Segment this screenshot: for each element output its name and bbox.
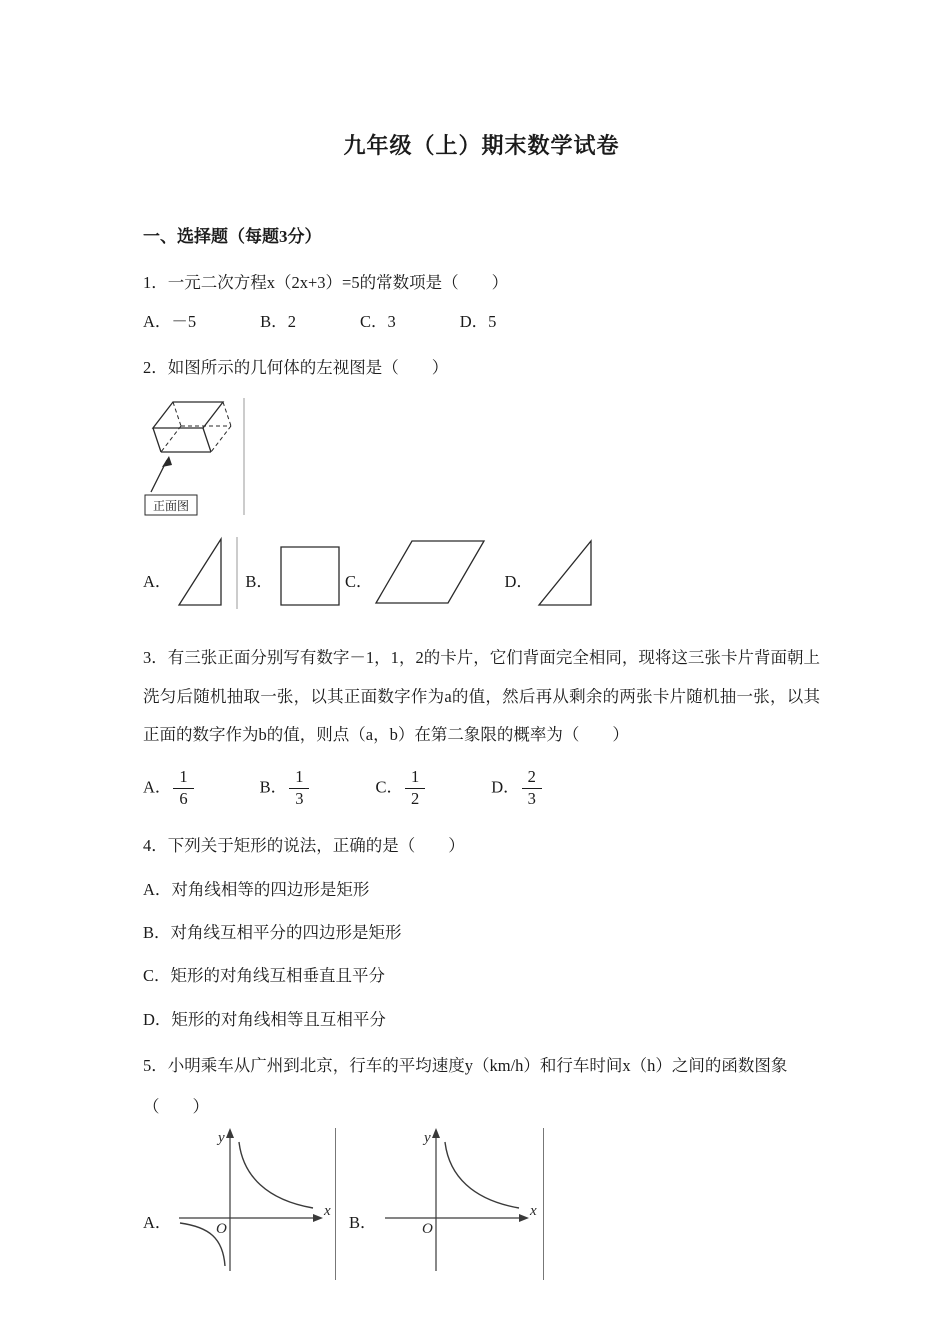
question-5-figure bbox=[143, 1126, 820, 1291]
question-2-options bbox=[143, 535, 820, 611]
front-view-arrowhead bbox=[162, 456, 172, 467]
option-label: A． bbox=[143, 777, 172, 797]
prism-visible-edges bbox=[153, 402, 223, 452]
question-3-options bbox=[143, 763, 820, 813]
prism-figure bbox=[143, 394, 248, 519]
q3-option-b bbox=[260, 768, 310, 809]
right-triangle-shape-a bbox=[171, 535, 241, 611]
fraction-denominator: 2 bbox=[410, 788, 420, 808]
option-value: 3 bbox=[387, 311, 396, 331]
q1-option-c bbox=[360, 309, 396, 335]
x-axis-arrow bbox=[519, 1214, 529, 1222]
fraction-denominator: 3 bbox=[295, 788, 304, 808]
fraction-numerator: 1 bbox=[405, 768, 425, 789]
option-label: B． bbox=[259, 777, 288, 797]
q2-option-b-label: B． bbox=[245, 571, 273, 591]
q4-option-d: D．矩形的对角线相等且互相平分 bbox=[143, 1009, 386, 1029]
y-axis-label: y bbox=[218, 1129, 225, 1146]
fraction bbox=[173, 768, 193, 809]
graph-a bbox=[175, 1126, 333, 1281]
x-axis-label: x bbox=[324, 1202, 331, 1219]
graph-b bbox=[381, 1126, 539, 1281]
exam-content bbox=[0, 128, 950, 1291]
page-title: 九年级（上）期末数学试卷 bbox=[343, 133, 620, 158]
y-axis-arrow bbox=[226, 1128, 234, 1138]
q4-option-c: C．矩形的对角线互相垂直且平分 bbox=[143, 966, 386, 986]
q1-option-a bbox=[143, 309, 196, 335]
q1-option-d bbox=[460, 309, 497, 335]
hyperbola-branch-q1 bbox=[445, 1142, 519, 1208]
section-heading: 一、选择题（每题3分） bbox=[143, 227, 322, 247]
figure-border-line bbox=[543, 1128, 544, 1280]
y-axis-arrow bbox=[432, 1128, 440, 1138]
question-3-text: 3．有三张正面分别写有数字－1，1，2的卡片，它们背面完全相同，现将这三张卡片背面朝上洗匀后随机抽取一张，以其正面数字作为a的值，然后再从剩余的两张卡片随机抽一张，以其正面的数字作为b的值，则点（a，b）在第二象限的概率为（ ） bbox=[143, 647, 820, 745]
question-2-figure bbox=[143, 394, 820, 527]
fraction-numerator: 2 bbox=[522, 768, 542, 789]
hyperbola-branch-q1 bbox=[239, 1142, 313, 1208]
fraction-numerator: 1 bbox=[173, 768, 193, 789]
option-value: 2 bbox=[287, 311, 296, 331]
option-value: 5 bbox=[488, 311, 497, 331]
q4-option-a: A．对角线相等的四边形是矩形 bbox=[143, 879, 370, 899]
front-view-label: 正面图 bbox=[152, 498, 190, 513]
question-4-text: 4．下列关于矩形的说法，正确的是（ ） bbox=[143, 836, 465, 856]
q2-option-c-label: C． bbox=[344, 571, 373, 591]
option-label: D． bbox=[491, 777, 520, 797]
option-label: C． bbox=[359, 311, 388, 331]
origin-label: O bbox=[216, 1220, 227, 1237]
question-1-text: 1．一元二次方程x（2x+3）=5的常数项是（ ） bbox=[143, 273, 509, 293]
question-1-options bbox=[143, 309, 820, 335]
option-value: －5 bbox=[171, 311, 197, 331]
fraction-numerator: 1 bbox=[289, 768, 309, 789]
parallelogram-shape-c bbox=[372, 535, 490, 611]
prism-hidden-edges bbox=[161, 402, 231, 452]
question-5-text: 5．小明乘车从广州到北京，行车的平均速度y（km/h）和行车时间x（h）之间的函数图象 bbox=[143, 1056, 788, 1076]
question-2-text: 2．如图所示的几何体的左视图是（ ） bbox=[143, 358, 449, 378]
option-label: A． bbox=[143, 311, 172, 331]
x-axis-label: x bbox=[530, 1202, 537, 1219]
q4-option-b: B．对角线互相平分的四边形是矩形 bbox=[143, 923, 402, 943]
q3-option-c bbox=[375, 768, 425, 809]
origin-label: O bbox=[422, 1220, 433, 1237]
option-label: D． bbox=[459, 311, 489, 331]
right-triangle-shape-d bbox=[533, 535, 599, 611]
figure-border-line bbox=[335, 1128, 336, 1280]
y-axis-label: y bbox=[424, 1129, 431, 1146]
q3-option-d bbox=[491, 768, 542, 809]
q2-option-a-label: A． bbox=[143, 571, 172, 591]
q5-option-b-label: B． bbox=[349, 1212, 377, 1232]
q3-option-a bbox=[143, 768, 194, 809]
x-axis-arrow bbox=[313, 1214, 323, 1222]
question-5-answer-blank: （ ） bbox=[143, 1096, 209, 1116]
fraction bbox=[289, 768, 309, 809]
square-shape-b bbox=[273, 535, 345, 611]
fraction-denominator: 6 bbox=[179, 788, 188, 808]
fraction bbox=[522, 768, 542, 809]
fraction-denominator: 3 bbox=[527, 788, 536, 808]
fraction bbox=[405, 768, 425, 809]
q2-option-d-label: D． bbox=[504, 571, 533, 591]
option-label: B． bbox=[260, 311, 288, 331]
option-label: C． bbox=[375, 777, 403, 797]
q5-option-a-label: A． bbox=[143, 1212, 172, 1232]
q1-option-b bbox=[260, 309, 296, 335]
